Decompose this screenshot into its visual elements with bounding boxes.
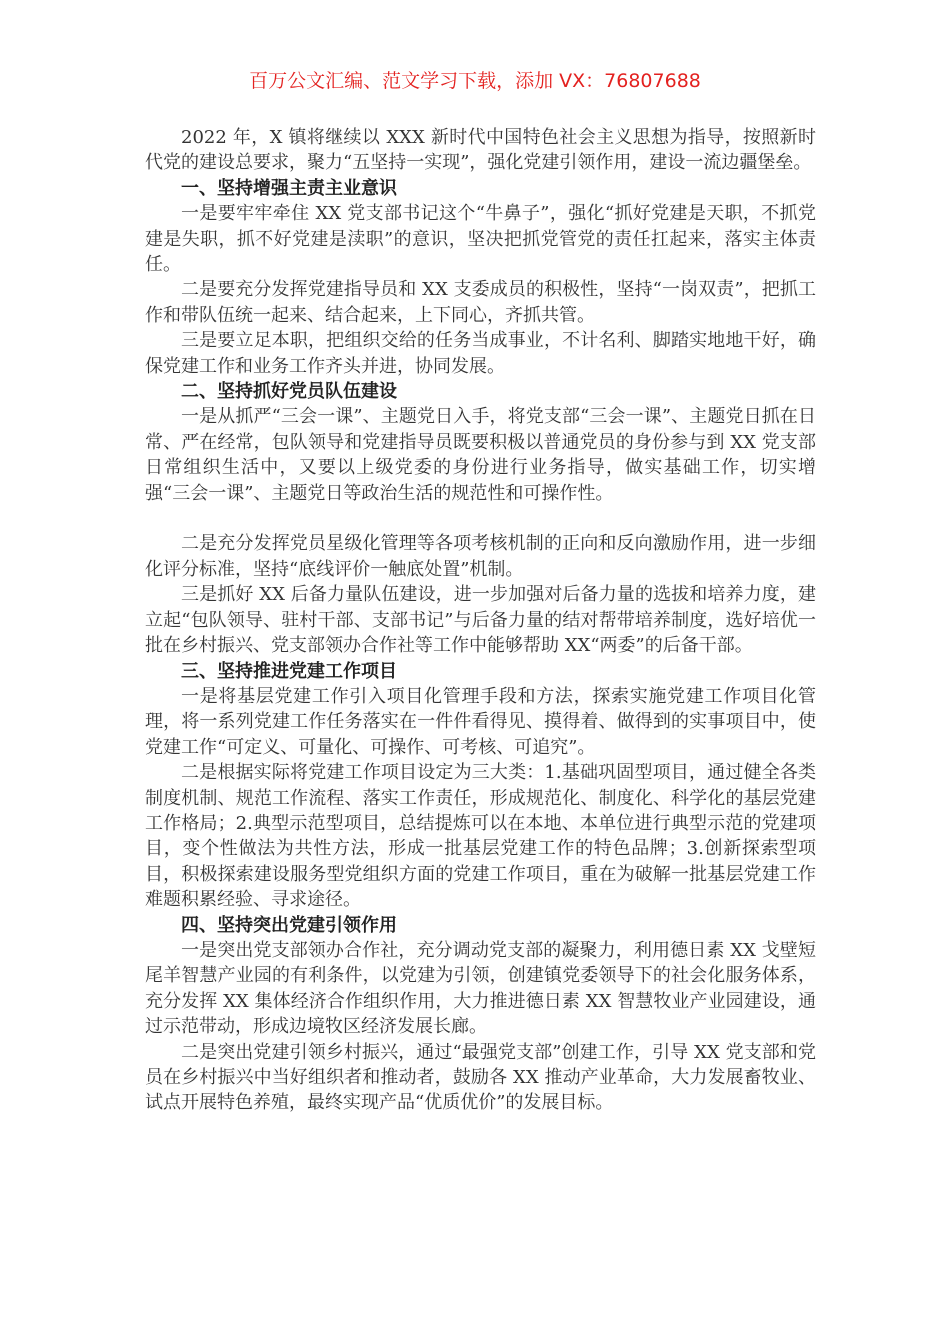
paragraph: 一是要牢牢牵住 XX 党支部书记这个“牛鼻子”，强化“抓好党建是天职，不抓党建是失职，抓不好党建是渎职”的意识，坚决把抓党管党的责任扛起来，落实主体责任。 xyxy=(145,203,816,276)
section-heading: 三、坚持推进党建工作项目 xyxy=(181,660,397,682)
document-body xyxy=(145,125,816,1116)
paragraph: 一是将基层党建工作引入项目化管理手段和方法，探索实施党建工作项目化管理，将一系列党建工作任务落实在一件件看得见、摸得着、做得到的实事项目中，使党建工作“可定义、可量化、可操作、可考核、可追究”。 xyxy=(145,685,816,758)
paragraph: 三是抓好 XX 后备力量队伍建设，进一步加强对后备力量的选拔和培养力度，建立起“包队领导、驻村干部、支部书记”与后备力量的结对帮带培养制度，选好培优一批在乡村振兴、党支部领办合作社等工作中能够帮助 XX“两委”的后备干部。 xyxy=(145,584,816,657)
paragraph: 二是根据实际将党建工作项目设定为三大类：1.基础巩固型项目，通过健全各类制度机制、规范工作流程、落实工作责任，形成规范化、制度化、科学化的基层党建工作格局；2.典型示范型项目，总结提炼可以在本地、本单位进行典型示范的党建项目，变个性做法为共性方法，形成一批基层党建工作的特色品牌；3.创新探索型项目，积极探索建设服务型党组织方面的党建工作项目，重在为破解一批基层党建工作难题积累经验、寻求途径。 xyxy=(145,762,816,911)
section-heading: 四、坚持突出党建引领作用 xyxy=(181,914,397,936)
paragraph: 三是要立足本职，把组织交给的任务当成事业，不计名利、脚踏实地地干好，确保党建工作和业务工作齐头并进，协同发展。 xyxy=(145,330,816,377)
paragraph: 一是突出党支部领办合作社，充分调动党支部的凝聚力，利用德日素 XX 戈壁短尾羊智慧产业园的有利条件，以党建为引领，创建镇党委领导下的社会化服务体系，充分发挥 XX 集体经济合作组织作用，大力推进德日素 XX 智慧牧业产业园建设，通过示范带动，形成边境牧区经济发展长廊。 xyxy=(145,939,816,1038)
blank-line xyxy=(145,506,816,531)
section-heading: 一、坚持增强主责主业意识 xyxy=(181,177,397,199)
paragraph: 二是要充分发挥党建指导员和 XX 支委成员的积极性，坚持“一岗双责”，把抓工作和带队伍统一起来、结合起来，上下同心，齐抓共管。 xyxy=(145,279,816,326)
paragraph: 一是从抓严“三会一课”、主题党日入手，将党支部“三会一课”、主题党日抓在日常、严在经常，包队领导和党建指导员既要积极以普通党员的身份参与到 XX 党支部日常组织生活中，又要以上级党委的身份进行业务指导，做实基础工作，切实增强“三会一课”、主题党日等政治生活的规范性和可操作性。 xyxy=(145,406,816,504)
watermark-banner: 百万公文汇编、范文学习下载，添加 VX：76807688 xyxy=(249,70,701,92)
intro-paragraph: 2022 年，X 镇将继续以 XXX 新时代中国特色社会主义思想为指导，按照新时代党的建设总要求，聚力“五坚持一实现”，强化党建引领作用，建设一流边疆堡垒。 xyxy=(145,127,816,174)
paragraph: 二是突出党建引领乡村振兴，通过“最强党支部”创建工作，引导 XX 党支部和党员在乡村振兴中当好组织者和推动者，鼓励各 XX 推动产业革命，大力发展畜牧业、试点开展特色养殖，最终实现产品“优质优价”的发展目标。 xyxy=(145,1041,816,1114)
paragraph: 二是充分发挥党员星级化管理等各项考核机制的正向和反向激励作用，进一步细化评分标准，坚持“底线评价一触底处置”机制。 xyxy=(145,533,816,580)
section-heading: 二、坚持抓好党员队伍建设 xyxy=(181,381,397,403)
